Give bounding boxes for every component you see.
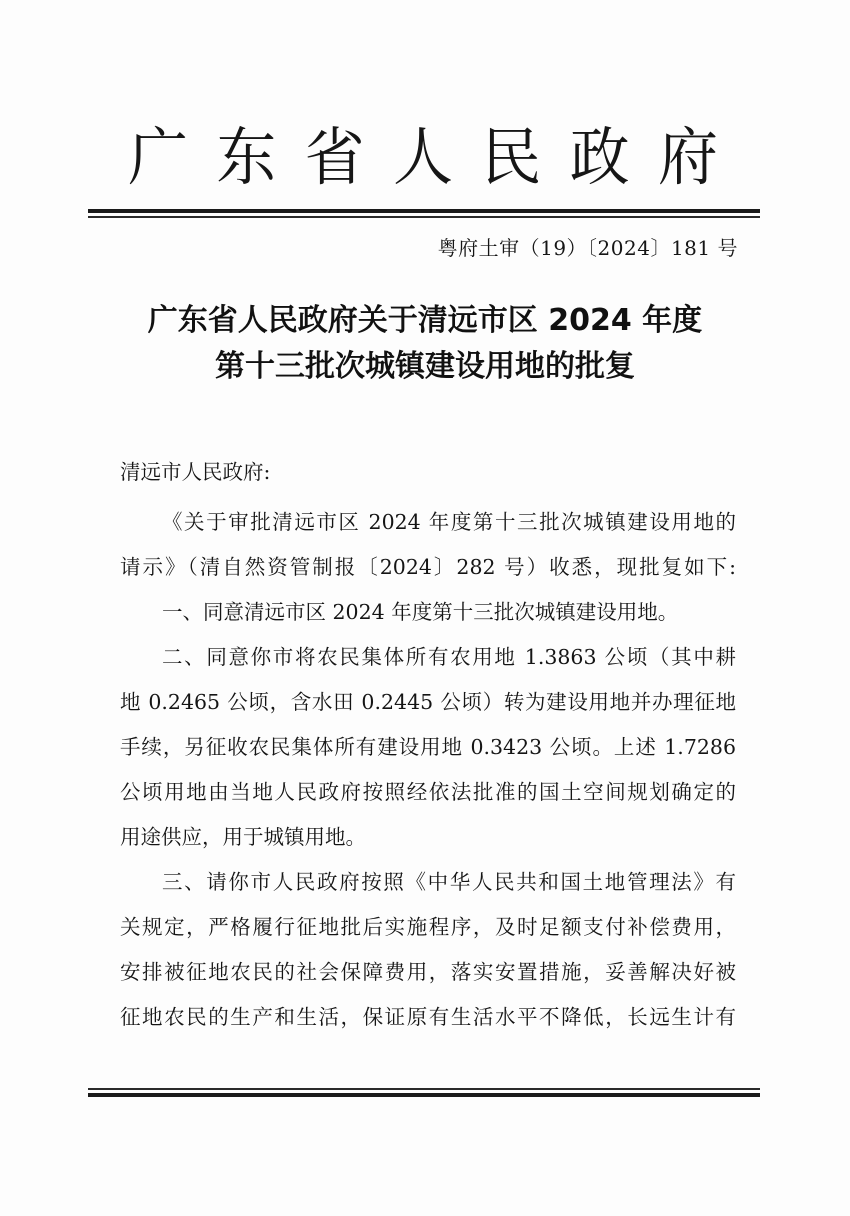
masthead-char: 人 xyxy=(392,121,453,195)
issuer-masthead xyxy=(88,118,760,198)
footer-divider-thin xyxy=(88,1088,760,1090)
body-line: 关规定，严格履行征地批后实施程序，及时足额支付补偿费用， xyxy=(120,915,736,939)
header-divider-thin xyxy=(88,216,760,218)
masthead-char: 广 xyxy=(128,121,188,195)
body-line: 三、请你市人民政府按照《中华人民共和国土地管理法》有 xyxy=(162,870,736,894)
masthead-char: 民 xyxy=(481,121,542,195)
body-line: 请示》（清自然资管制报〔2024〕282 号）收悉，现批复如下: xyxy=(120,555,736,579)
document-title-line-2: 第十三批次城镇建设用地的批复 xyxy=(215,349,635,384)
body-line: 一、同意清远市区 2024 年度第十三批次城镇建设用地。 xyxy=(162,600,679,624)
masthead-char: 省 xyxy=(304,121,365,195)
masthead-char: 府 xyxy=(657,121,718,195)
body-line: 公顷用地由当地人民政府按照经依法批准的国土空间规划确定的 xyxy=(120,780,736,804)
body-line: 征地农民的生产和生活，保证原有生活水平不降低，长远生计有 xyxy=(120,1005,736,1029)
body-line: 《关于审批清远市区 2024 年度第十三批次城镇建设用地的 xyxy=(162,510,736,534)
body-line: 二、同意你市将农民集体所有农用地 1.3863 公顷（其中耕 xyxy=(162,645,736,669)
masthead-char: 东 xyxy=(216,121,277,195)
footer-divider-thick xyxy=(88,1093,760,1097)
body-line: 用途供应，用于城镇用地。 xyxy=(120,825,366,849)
body-line: 安排被征地农民的社会保障费用，落实安置措施，妥善解决好被 xyxy=(120,960,736,984)
salutation: 清远市人民政府: xyxy=(120,460,271,484)
document-number: 粤府土审（19）〔2024〕181 号 xyxy=(437,236,738,260)
body-line: 手续，另征收农民集体所有建设用地 0.3423 公顷。上述 1.7286 xyxy=(120,735,736,759)
body-line: 地 0.2465 公顷，含水田 0.2445 公顷）转为建设用地并办理征地 xyxy=(120,690,736,714)
masthead-char: 政 xyxy=(569,121,630,195)
header-divider-thick xyxy=(88,209,760,213)
document-title-line-1: 广东省人民政府关于清远市区 2024 年度 xyxy=(147,303,703,338)
